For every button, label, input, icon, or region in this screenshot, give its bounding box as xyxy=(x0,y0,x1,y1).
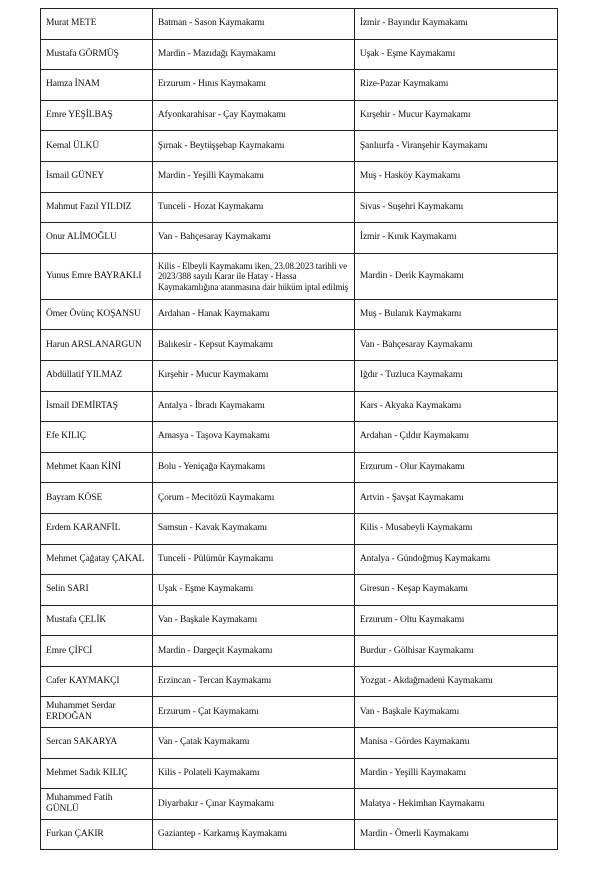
person-name-cell: Sercan SAKARYA xyxy=(41,728,153,759)
current-post-cell: Erzurum - Hınıs Kaymakamı xyxy=(152,70,354,101)
table-row xyxy=(41,666,558,697)
table-row xyxy=(41,9,558,40)
person-name-cell: Bayram KÖSE xyxy=(41,483,153,514)
current-post-cell: Mardin - Mazıdağı Kaymakamı xyxy=(152,39,354,70)
table-row xyxy=(41,299,558,330)
new-post-cell: İzmir - Bayındır Kaymakamı xyxy=(354,9,557,40)
table-row xyxy=(41,605,558,636)
table-row xyxy=(41,758,558,789)
person-name-cell: Muhammet Serdar ERDOĞAN xyxy=(41,697,153,728)
table-row xyxy=(41,728,558,759)
person-name-cell: Onur ALİMOĞLU xyxy=(41,223,153,254)
table-row xyxy=(41,697,558,728)
current-post-cell: Van - Başkale Kaymakamı xyxy=(152,605,354,636)
current-post-cell: Tunceli - Hozat Kaymakamı xyxy=(152,192,354,223)
table-row xyxy=(41,192,558,223)
appointment-table xyxy=(40,8,558,850)
current-post-cell: Balıkesir - Kepsut Kaymakamı xyxy=(152,330,354,361)
new-post-cell: Erzurum - Oltu Kaymakamı xyxy=(354,605,557,636)
current-post-cell: Gaziantep - Karkamış Kaymakamı xyxy=(152,819,354,850)
table-row xyxy=(41,789,558,820)
current-post-cell: Kilis - Elbeyli Kaymakamı iken, 23.08.2023 tarihli ve 2023/388 sayılı Karar ile Hatay - Hassa Kaymakamlığına atanmasına dair hüküm iptal edilmiş xyxy=(152,253,354,299)
person-name-cell: Harun ARSLANARGUN xyxy=(41,330,153,361)
current-post-cell: Şırnak - Beytüşşebap Kaymakamı xyxy=(152,131,354,162)
new-post-cell: Antalya - Gündoğmuş Kaymakamı xyxy=(354,544,557,575)
new-post-cell: Van - Başkale Kaymakamı xyxy=(354,697,557,728)
table-row xyxy=(41,452,558,483)
person-name-cell: Kemal ÜLKÜ xyxy=(41,131,153,162)
table-row xyxy=(41,253,558,299)
current-post-cell: Batman - Sason Kaymakamı xyxy=(152,9,354,40)
current-post-cell: Amasya - Taşova Kaymakamı xyxy=(152,422,354,453)
person-name-cell: Muhammed Fatih GÜNLÜ xyxy=(41,789,153,820)
new-post-cell: Erzurum - Olur Kaymakamı xyxy=(354,452,557,483)
person-name-cell: Selin SARI xyxy=(41,575,153,606)
new-post-cell: Mardin - Ömerli Kaymakamı xyxy=(354,819,557,850)
current-post-cell: Uşak - Eşme Kaymakamı xyxy=(152,575,354,606)
current-post-cell: Kilis - Polateli Kaymakamı xyxy=(152,758,354,789)
table-row xyxy=(41,100,558,131)
current-post-cell: Erzincan - Tercan Kaymakamı xyxy=(152,666,354,697)
new-post-cell: Manisa - Gördes Kaymakamı xyxy=(354,728,557,759)
new-post-cell: Iğdır - Tuzluca Kaymakamı xyxy=(354,360,557,391)
person-name-cell: Furkan ÇAKIR xyxy=(41,819,153,850)
current-post-cell: Mardin - Dargeçit Kaymakamı xyxy=(152,636,354,667)
person-name-cell: Mehmet Çağatay ÇAKAL xyxy=(41,544,153,575)
current-post-cell: Mardin - Yeşilli Kaymakamı xyxy=(152,161,354,192)
new-post-cell: İzmir - Kınık Kaymakamı xyxy=(354,223,557,254)
person-name-cell: Emre YEŞİLBAŞ xyxy=(41,100,153,131)
table-row xyxy=(41,360,558,391)
new-post-cell: Sivas - Suşehri Kaymakamı xyxy=(354,192,557,223)
current-post-cell: Antalya - İbradı Kaymakamı xyxy=(152,391,354,422)
person-name-cell: Mustafa GÖRMÜŞ xyxy=(41,39,153,70)
new-post-cell: Muş - Bulanık Kaymakamı xyxy=(354,299,557,330)
new-post-cell: Yozgat - Akdağmadeni Kaymakamı xyxy=(354,666,557,697)
table-row xyxy=(41,391,558,422)
table-row xyxy=(41,636,558,667)
person-name-cell: Mehmet Kaan KİNİ xyxy=(41,452,153,483)
person-name-cell: Murat METE xyxy=(41,9,153,40)
person-name-cell: İsmail GÜNEY xyxy=(41,161,153,192)
person-name-cell: Erdem KARANFİL xyxy=(41,513,153,544)
new-post-cell: Artvin - Şavşat Kaymakamı xyxy=(354,483,557,514)
person-name-cell: Efe KILIÇ xyxy=(41,422,153,453)
current-post-cell: Samsun - Kavak Kaymakamı xyxy=(152,513,354,544)
table-row xyxy=(41,422,558,453)
table-row xyxy=(41,39,558,70)
table-row xyxy=(41,131,558,162)
person-name-cell: İsmail DEMİRTAŞ xyxy=(41,391,153,422)
person-name-cell: Mehmet Sadık KILIÇ xyxy=(41,758,153,789)
table-row xyxy=(41,483,558,514)
current-post-cell: Tunceli - Pülümür Kaymakamı xyxy=(152,544,354,575)
person-name-cell: Mahmut Fazıl YILDIZ xyxy=(41,192,153,223)
table-row xyxy=(41,223,558,254)
new-post-cell: Kırşehir - Mucur Kaymakamı xyxy=(354,100,557,131)
table-row xyxy=(41,544,558,575)
new-post-cell: Malatya - Hekimhan Kaymakamı xyxy=(354,789,557,820)
new-post-cell: Kilis - Musabeyli Kaymakamı xyxy=(354,513,557,544)
new-post-cell: Giresun - Keşap Kaymakamı xyxy=(354,575,557,606)
person-name-cell: Cafer KAYMAKÇI xyxy=(41,666,153,697)
new-post-cell: Mardin - Yeşilli Kaymakamı xyxy=(354,758,557,789)
current-post-cell: Kırşehir - Mucur Kaymakamı xyxy=(152,360,354,391)
new-post-cell: Burdur - Gölhisar Kaymakamı xyxy=(354,636,557,667)
person-name-cell: Hamza İNAM xyxy=(41,70,153,101)
table-row xyxy=(41,513,558,544)
person-name-cell: Yunus Emre BAYRAKLI xyxy=(41,253,153,299)
current-post-cell: Afyonkarahisar - Çay Kaymakamı xyxy=(152,100,354,131)
current-post-cell: Çorum - Mecitözü Kaymakamı xyxy=(152,483,354,514)
current-post-cell: Diyarbakır - Çınar Kaymakamı xyxy=(152,789,354,820)
table-row xyxy=(41,161,558,192)
current-post-cell: Ardahan - Hanak Kaymakamı xyxy=(152,299,354,330)
current-post-cell: Van - Çatak Kaymakamı xyxy=(152,728,354,759)
new-post-cell: Muş - Hasköy Kaymakamı xyxy=(354,161,557,192)
table-row xyxy=(41,575,558,606)
current-post-cell: Van - Bahçesaray Kaymakamı xyxy=(152,223,354,254)
appointment-table-body xyxy=(41,9,558,850)
table-row xyxy=(41,819,558,850)
new-post-cell: Rize-Pazar Kaymakamı xyxy=(354,70,557,101)
new-post-cell: Uşak - Eşme Kaymakamı xyxy=(354,39,557,70)
new-post-cell: Ardahan - Çıldır Kaymakamı xyxy=(354,422,557,453)
current-post-cell: Bolu - Yeniçağa Kaymakamı xyxy=(152,452,354,483)
new-post-cell: Şanlıurfa - Viranşehir Kaymakamı xyxy=(354,131,557,162)
person-name-cell: Ömer Övünç KOŞANSU xyxy=(41,299,153,330)
table-row xyxy=(41,70,558,101)
person-name-cell: Abdüllatif YILMAZ xyxy=(41,360,153,391)
new-post-cell: Kars - Akyaka Kaymakamı xyxy=(354,391,557,422)
person-name-cell: Emre ÇİFCİ xyxy=(41,636,153,667)
new-post-cell: Mardin - Derik Kaymakamı xyxy=(354,253,557,299)
new-post-cell: Van - Bahçesaray Kaymakamı xyxy=(354,330,557,361)
person-name-cell: Mustafa ÇELİK xyxy=(41,605,153,636)
table-row xyxy=(41,330,558,361)
current-post-cell: Erzurum - Çat Kaymakamı xyxy=(152,697,354,728)
